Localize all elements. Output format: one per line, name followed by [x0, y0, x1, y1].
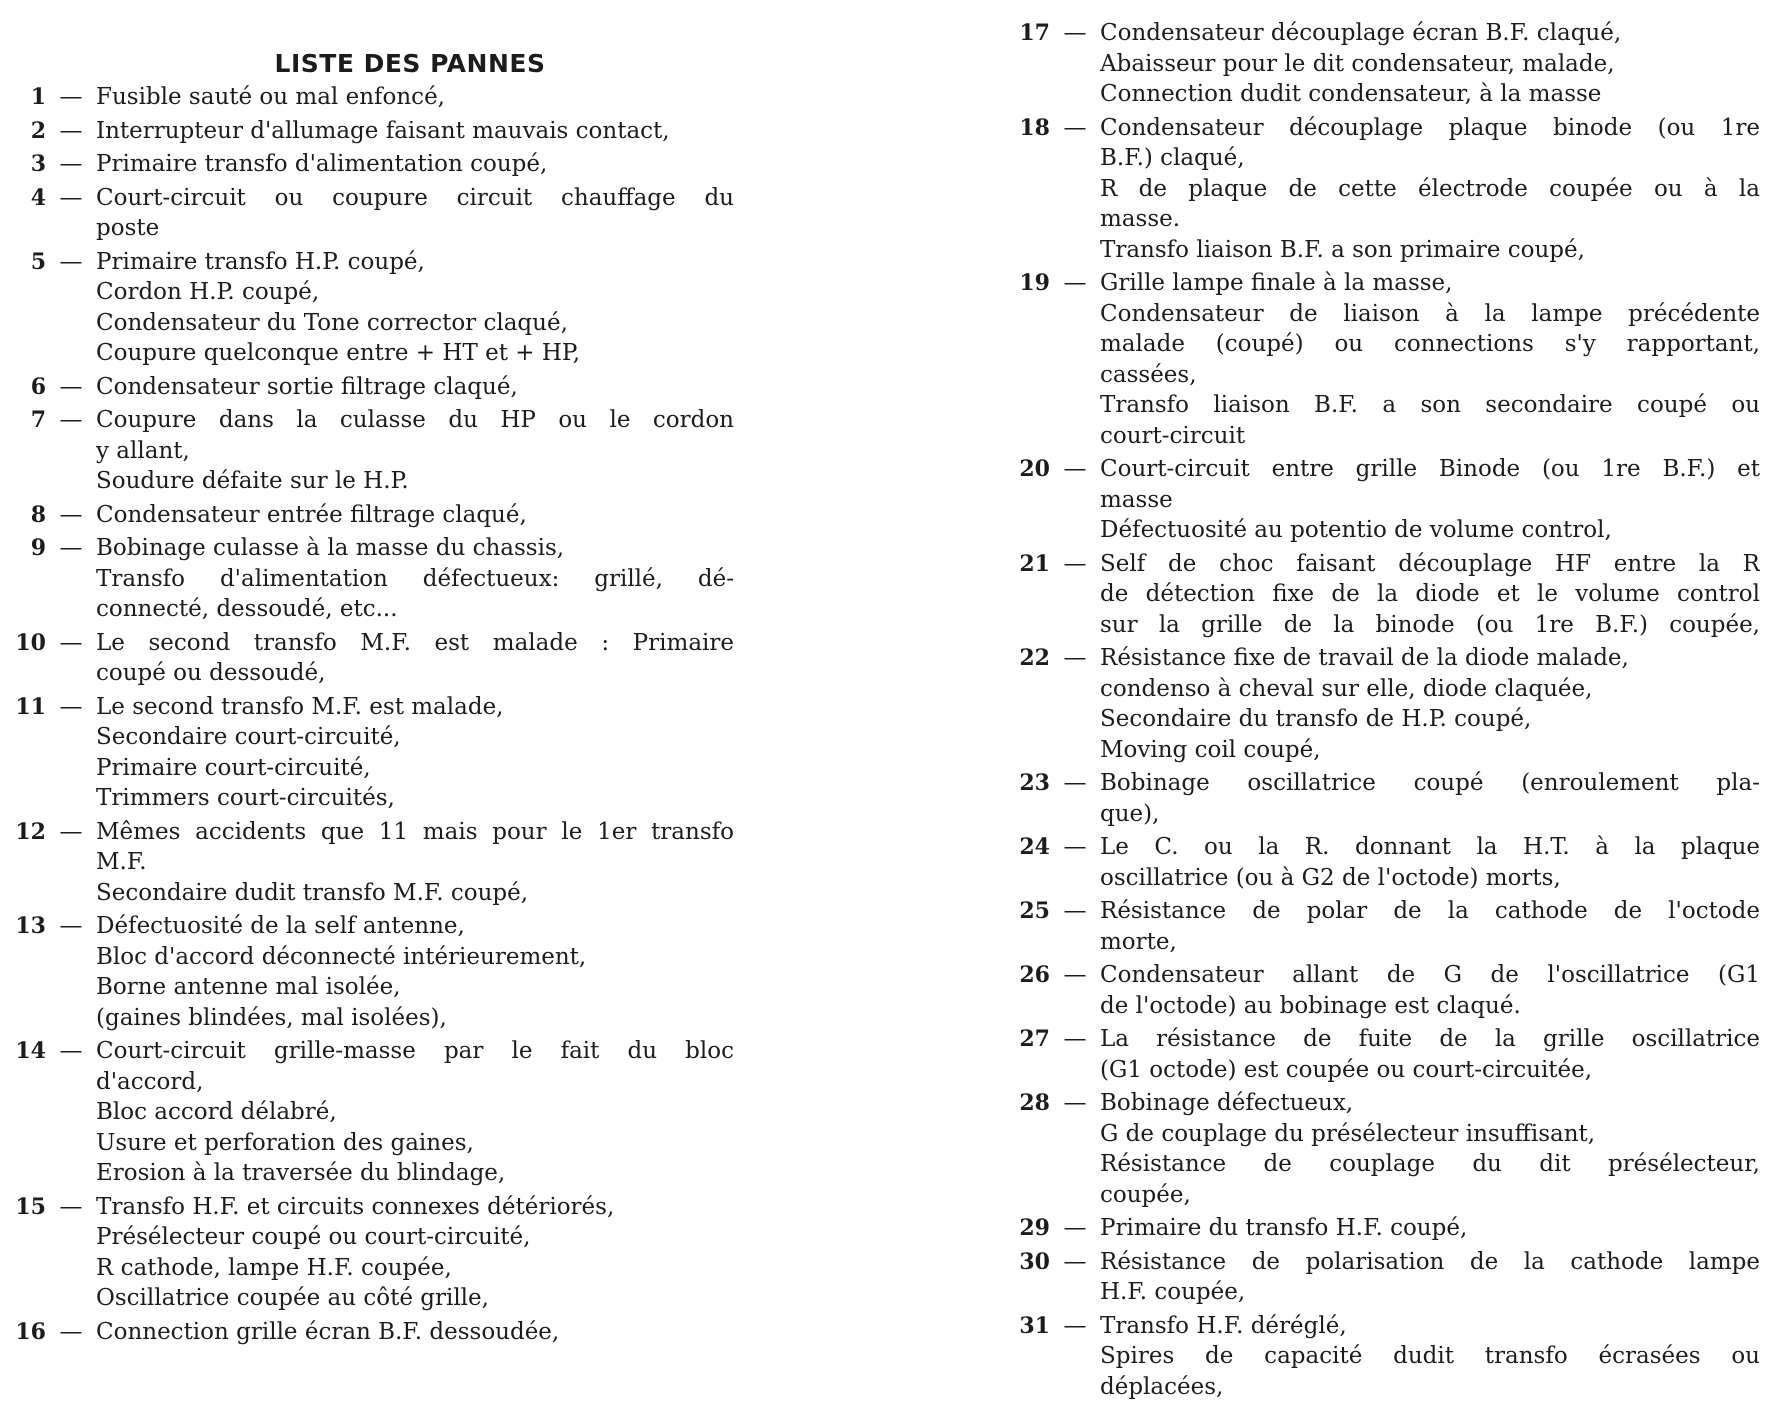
description-line: Court-circuit grille-masse par le fait du bloc — [96, 1038, 734, 1064]
fault-number: 22 — [1019, 645, 1050, 671]
fault-description — [96, 817, 734, 909]
fault-description — [96, 116, 734, 147]
description-line: (G1 octode) est coupée ou court-circuitée, — [1100, 1056, 1593, 1083]
description-line: Résistance de couplage du dit présélecteur, — [1100, 1151, 1760, 1177]
description-line: Coupure quelconque entre + HT et + HP, — [96, 340, 581, 366]
fault-description — [96, 149, 734, 180]
description-line: que), — [1100, 800, 1160, 827]
description-line: Self de choc faisant découplage HF entre la R — [1100, 550, 1760, 577]
description-line: Primaire court-circuité, — [96, 754, 371, 781]
description-line: Le second transfo M.F. est malade : Primaire — [96, 629, 734, 656]
fault-entry — [1010, 896, 1760, 957]
description-line: Erosion à la traversée du blindage, — [96, 1160, 506, 1186]
em-dash: — — [59, 501, 83, 528]
description-line: de l'octode) au bobinage est claqué. — [1100, 992, 1521, 1019]
em-dash: — — [59, 818, 83, 845]
em-dash: — — [59, 151, 83, 177]
fault-number: 17 — [1019, 20, 1050, 46]
fault-entry — [6, 911, 734, 1033]
fault-description — [1100, 1247, 1760, 1308]
fault-number: 18 — [1019, 114, 1050, 141]
description-line: court-circuit — [1100, 422, 1246, 449]
description-line: R de plaque de cette électrode coupée ou à la — [1100, 175, 1760, 202]
fault-description — [1100, 1024, 1760, 1085]
description-line: Bobinage oscillatrice coupé (enroulement pla- — [1100, 770, 1760, 796]
em-dash: — — [59, 1318, 83, 1345]
fault-number: 1 — [30, 84, 46, 110]
description-line: Abaisseur pour le dit condensateur, malade, — [1100, 50, 1615, 77]
fault-entry — [6, 149, 734, 180]
em-dash: — — [1063, 270, 1087, 296]
em-dash: — — [1063, 1248, 1087, 1275]
description-line: condenso à cheval sur elle, diode claquée, — [1100, 675, 1593, 702]
fault-description — [1100, 1311, 1760, 1403]
fault-list-right — [1010, 18, 1760, 1402]
fault-number: 13 — [15, 913, 46, 939]
fault-number: 6 — [30, 373, 46, 400]
description-line: Condensateur du Tone corrector claqué, — [96, 309, 568, 336]
description-line: connecté, dessoudé, etc... — [96, 596, 398, 622]
description-line: Résistance fixe de travail de la diode malade, — [1100, 645, 1629, 671]
fault-description — [96, 183, 734, 244]
fault-entry — [6, 1317, 734, 1348]
fault-description — [96, 533, 734, 625]
em-dash: — — [1063, 550, 1087, 577]
description-line: morte, — [1100, 928, 1177, 955]
description-line: Présélecteur coupé ou court-circuité, — [96, 1224, 531, 1250]
description-line: Transfo liaison B.F. a son primaire coupé, — [1100, 236, 1585, 263]
description-line: Transfo H.F. déréglé, — [1100, 1312, 1347, 1339]
fault-description — [1100, 643, 1760, 765]
fault-number: 26 — [1019, 962, 1050, 988]
fault-number: 21 — [1019, 550, 1050, 577]
description-line: Résistance de polarisation de la cathode lampe — [1100, 1248, 1760, 1275]
fault-entry — [6, 533, 734, 625]
description-line: Condensateur allant de G de l'oscillatrice (G1 — [1100, 962, 1760, 988]
fault-entry — [1010, 768, 1760, 829]
description-line: R cathode, lampe H.F. coupée, — [96, 1254, 452, 1281]
fault-list-left — [6, 82, 734, 1347]
em-dash: — — [1063, 834, 1087, 860]
description-line: Coupure dans la culasse du HP ou le cordon — [96, 407, 734, 433]
fault-entry — [6, 500, 734, 531]
em-dash: — — [59, 535, 83, 561]
description-line: Secondaire court-circuité, — [96, 724, 401, 750]
em-dash: — — [1063, 770, 1087, 796]
fault-entry — [1010, 113, 1760, 266]
fault-description — [1100, 1213, 1760, 1244]
em-dash: — — [59, 84, 83, 110]
em-dash: — — [59, 1038, 83, 1064]
fault-entry — [6, 247, 734, 369]
em-dash: — — [59, 693, 83, 720]
description-line: Défectuosité de la self antenne, — [96, 913, 465, 939]
fault-description — [96, 628, 734, 689]
fault-description — [96, 1192, 734, 1314]
description-line: Interrupteur d'allumage faisant mauvais contact, — [96, 117, 670, 144]
fault-number: 31 — [1019, 1312, 1050, 1339]
fault-number: 14 — [15, 1038, 46, 1064]
description-line: y allant, — [96, 437, 190, 464]
description-line: Primaire du transfo H.F. coupé, — [1100, 1215, 1468, 1241]
fault-entry — [1010, 1024, 1760, 1085]
fault-description — [1100, 18, 1760, 110]
em-dash: — — [59, 1193, 83, 1220]
description-line: Court-circuit ou coupure circuit chauffage du — [96, 184, 734, 211]
fault-entry — [1010, 1088, 1760, 1210]
fault-number: 30 — [1019, 1248, 1050, 1275]
fault-number: 20 — [1019, 456, 1050, 482]
description-line: M.F. — [96, 849, 147, 875]
fault-entry — [6, 183, 734, 244]
fault-number: 5 — [30, 248, 46, 275]
description-line: Condensateur découplage écran B.F. claqué, — [1100, 20, 1622, 46]
description-line: Moving coil coupé, — [1100, 736, 1321, 763]
description-line: coupée, — [1100, 1181, 1191, 1208]
description-line: Fusible sauté ou mal enfoncé, — [96, 84, 445, 110]
em-dash: — — [1063, 456, 1087, 482]
fault-number: 16 — [15, 1318, 46, 1345]
em-dash: — — [1063, 1090, 1087, 1116]
description-line: masse. — [1100, 206, 1181, 232]
fault-entry — [6, 817, 734, 909]
fault-number: 28 — [1019, 1090, 1050, 1116]
fault-entry — [1010, 960, 1760, 1021]
fault-number: 23 — [1019, 770, 1050, 796]
fault-description — [96, 692, 734, 814]
description-line: Condensateur sortie filtrage claqué, — [96, 373, 518, 400]
fault-entry — [1010, 643, 1760, 765]
fault-description — [1100, 113, 1760, 266]
fault-number: 9 — [30, 535, 46, 561]
fault-entry — [1010, 18, 1760, 110]
fault-entry — [6, 1036, 734, 1189]
description-line: Oscillatrice coupée au côté grille, — [96, 1285, 489, 1311]
description-line: coupé ou dessoudé, — [96, 660, 326, 686]
description-line: Connection dudit condensateur, à la masse — [1100, 81, 1602, 107]
em-dash: — — [59, 248, 83, 275]
em-dash: — — [59, 117, 83, 144]
description-line: Trimmers court-circuités, — [96, 785, 395, 811]
fault-description — [1100, 549, 1760, 641]
fault-description — [96, 372, 734, 403]
em-dash: — — [1063, 898, 1087, 924]
fault-description — [1100, 960, 1760, 1021]
em-dash: — — [59, 407, 83, 433]
description-line: Cordon H.P. coupé, — [96, 279, 320, 305]
fault-entry — [6, 372, 734, 403]
em-dash: — — [59, 184, 83, 211]
fault-description — [1100, 454, 1760, 546]
description-line: Soudure défaite sur le H.P. — [96, 468, 409, 494]
description-line: déplacées, — [1100, 1373, 1224, 1400]
fault-entry — [1010, 1213, 1760, 1244]
fault-entry — [1010, 549, 1760, 641]
fault-number: 15 — [15, 1193, 46, 1220]
em-dash: — — [1063, 962, 1087, 988]
fault-description — [96, 82, 734, 113]
description-line: Bloc accord délabré, — [96, 1099, 337, 1125]
description-line: Bobinage culasse à la masse du chassis, — [96, 535, 565, 561]
description-line: H.F. coupée, — [1100, 1279, 1246, 1305]
em-dash: — — [1063, 1026, 1087, 1052]
description-line: Usure et perforation des gaines, — [96, 1129, 474, 1156]
description-line: Primaire transfo d'alimentation coupé, — [96, 151, 548, 177]
description-line: Grille lampe finale à la masse, — [1100, 270, 1453, 296]
em-dash: — — [1063, 20, 1087, 46]
description-line: Bloc d'accord déconnecté intérieurement, — [96, 943, 587, 970]
fault-description — [96, 911, 734, 1033]
fault-number: 10 — [15, 629, 46, 656]
fault-entry — [1010, 1247, 1760, 1308]
fault-description — [96, 1317, 734, 1348]
description-line: Borne antenne mal isolée, — [96, 974, 401, 1000]
description-line: poste — [96, 215, 160, 241]
description-line: Court-circuit entre grille Binode (ou 1re B.F.) et — [1100, 456, 1760, 482]
fault-entry — [6, 82, 734, 113]
description-line: de détection fixe de la diode et le volume control — [1100, 581, 1760, 607]
fault-description — [1100, 768, 1760, 829]
description-line: Transfo d'alimentation défectueux: grillé, dé- — [96, 565, 734, 592]
fault-entry — [6, 405, 734, 497]
fault-number: 27 — [1019, 1026, 1050, 1052]
em-dash: — — [59, 373, 83, 400]
description-line: Transfo liaison B.F. a son secondaire coupé ou — [1100, 392, 1760, 418]
description-line: La résistance de fuite de la grille oscillatrice — [1100, 1026, 1760, 1052]
fault-description — [1100, 1088, 1760, 1210]
description-line: Le second transfo M.F. est malade, — [96, 693, 504, 720]
fault-entry — [6, 1192, 734, 1314]
fault-number: 2 — [30, 117, 46, 144]
fault-number: 25 — [1019, 898, 1050, 924]
fault-number: 4 — [30, 184, 46, 211]
fault-number: 3 — [30, 151, 46, 177]
fault-number: 24 — [1019, 834, 1050, 860]
fault-entry — [6, 628, 734, 689]
description-line: Le C. ou la R. donnant la H.T. à la plaque — [1100, 834, 1760, 860]
fault-number: 19 — [1019, 270, 1050, 296]
fault-description — [96, 500, 734, 531]
description-line: masse — [1100, 486, 1173, 513]
fault-description — [96, 1036, 734, 1189]
description-line: Défectuosité au potentio de volume control, — [1100, 517, 1612, 543]
description-line: cassées, — [1100, 361, 1197, 388]
fault-number: 11 — [15, 693, 46, 720]
em-dash: — — [1063, 1215, 1087, 1241]
fault-entry — [1010, 454, 1760, 546]
description-line: B.F.) claqué, — [1100, 145, 1245, 171]
description-line: Condensateur entrée filtrage claqué, — [96, 501, 527, 528]
description-line: Secondaire du transfo de H.P. coupé, — [1100, 706, 1532, 732]
fault-number: 12 — [15, 818, 46, 845]
page-title: LISTE DES PANNES — [274, 49, 546, 78]
fault-description — [1100, 832, 1760, 893]
description-line: Bobinage défectueux, — [1100, 1090, 1354, 1116]
description-line: Spires de capacité dudit transfo écrasées ou — [1100, 1343, 1760, 1369]
fault-description — [96, 247, 734, 369]
description-line: (gaines blindées, mal isolées), — [96, 1004, 447, 1031]
description-line: Condensateur découplage plaque binode (ou 1re — [1100, 114, 1760, 141]
description-line: Primaire transfo H.P. coupé, — [96, 248, 425, 275]
fault-entry — [6, 692, 734, 814]
description-line: G de couplage du présélecteur insuffisant, — [1100, 1120, 1596, 1147]
description-line: Transfo H.F. et circuits connexes détériorés, — [96, 1193, 615, 1220]
fault-description — [96, 405, 734, 497]
em-dash: — — [1063, 645, 1087, 671]
description-line: sur la grille de la binode (ou 1re B.F.) coupée, — [1100, 611, 1760, 638]
fault-number: 8 — [30, 501, 46, 528]
fault-entry — [1010, 268, 1760, 451]
em-dash: — — [59, 629, 83, 656]
fault-entry — [1010, 832, 1760, 893]
fault-description — [1100, 268, 1760, 451]
em-dash: — — [59, 913, 83, 939]
description-line: oscillatrice (ou à G2 de l'octode) morts, — [1100, 864, 1561, 891]
em-dash: — — [1063, 1312, 1087, 1339]
fault-entry — [6, 116, 734, 147]
description-line: Connection grille écran B.F. dessoudée, — [96, 1318, 560, 1345]
left-column — [6, 48, 734, 1350]
right-column — [1010, 18, 1760, 1405]
description-line: malade (coupé) ou connections s'y rapportant, — [1100, 331, 1760, 357]
description-line: Mêmes accidents que 11 mais pour le 1er transfo — [96, 818, 734, 845]
fault-description — [1100, 896, 1760, 957]
fault-number: 7 — [30, 407, 46, 433]
fault-entry — [1010, 1311, 1760, 1403]
description-line: d'accord, — [96, 1068, 204, 1095]
description-line: Secondaire dudit transfo M.F. coupé, — [96, 879, 529, 906]
description-line: Condensateur de liaison à la lampe précédente — [1100, 300, 1760, 327]
fault-number: 29 — [1019, 1215, 1050, 1241]
em-dash: — — [1063, 114, 1087, 141]
description-line: Résistance de polar de la cathode de l'octode — [1100, 898, 1760, 924]
